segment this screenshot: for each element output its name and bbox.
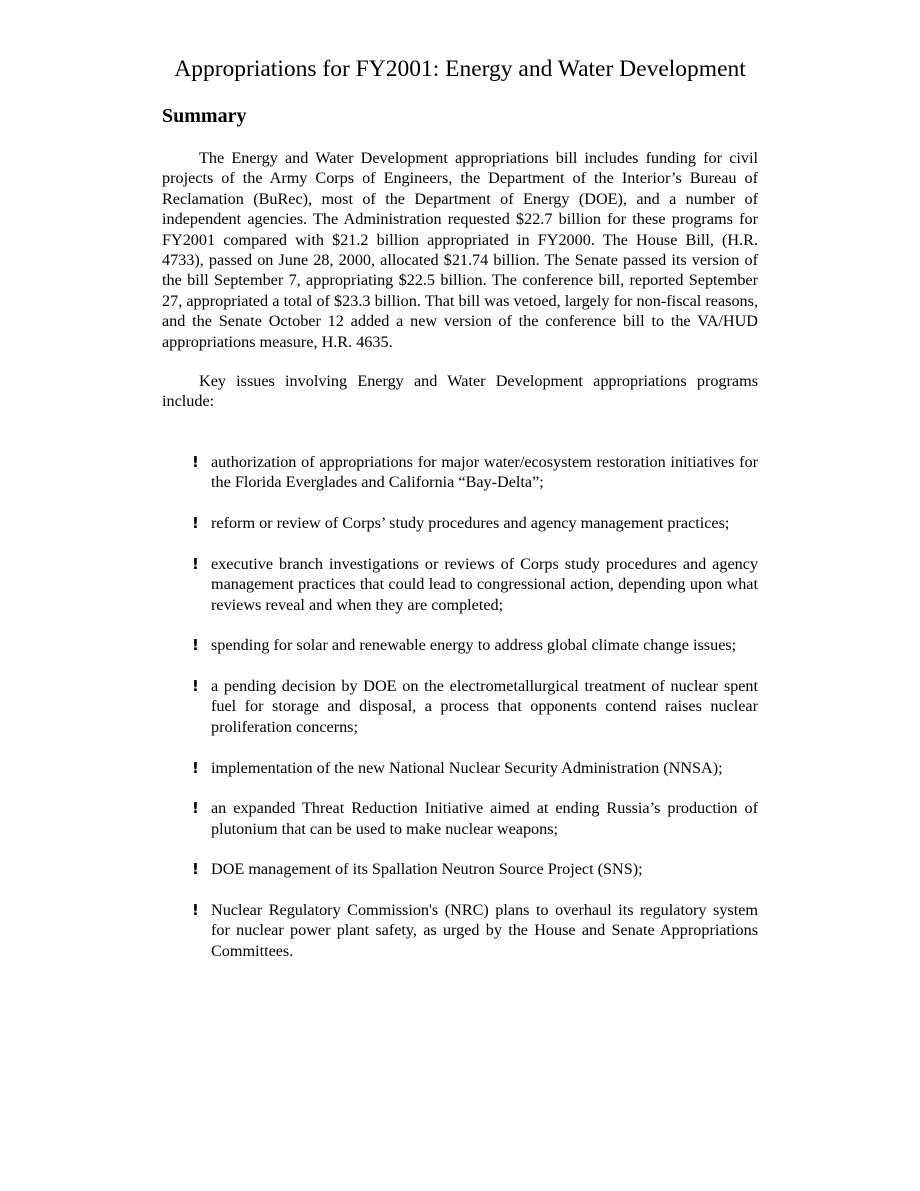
- exclamation-bullet-icon: !: [192, 799, 199, 818]
- list-item: [162, 676, 758, 737]
- exclamation-bullet-icon: !: [192, 636, 199, 655]
- summary-paragraph: The Energy and Water Development appropriations bill includes funding for civil projects of the Army Corps of Engineers, the Department of the Interior’s Bureau of Reclamation (BuRec), most of the Department of Energy (DOE), and a number of independent agencies. The Administration requested $22.7 billion for these programs for FY2001 compared with $21.2 billion appropriated in FY2000. The House Bill, (H.R. 4733), passed on June 28, 2000, allocated $21.74 billion. The Senate passed its version of the bill September 7, appropriating $22.5 billion. The conference bill, reported September 27, appropriated a total of $23.3 billion. That bill was vetoed, largely for non-fiscal reasons, and the Senate October 12 added a new version of the conference bill to the VA/HUD appropriations measure, H.R. 4635.: [162, 149, 758, 351]
- list-item: [162, 452, 758, 493]
- exclamation-bullet-icon: !: [192, 901, 199, 920]
- exclamation-bullet-icon: !: [192, 677, 199, 696]
- key-issues-list: [162, 452, 758, 982]
- key-issues-intro-paragraph: Key issues involving Energy and Water Development appropriations programs include:: [162, 372, 758, 411]
- list-item: [162, 900, 758, 961]
- list-item: [162, 513, 758, 533]
- list-item: [162, 859, 758, 879]
- list-item-text: an expanded Threat Reduction Initiative aimed at ending Russia’s production of plutonium that can be used to make nuclear weapons;: [211, 799, 758, 838]
- exclamation-bullet-icon: !: [192, 554, 199, 573]
- list-item-text: DOE management of its Spallation Neutron Source Project (SNS);: [211, 860, 643, 879]
- exclamation-bullet-icon: !: [192, 860, 199, 879]
- list-item-text: executive branch investigations or reviews of Corps study procedures and agency management practices that could lead to congressional action, depending upon what reviews reveal and when they are completed;: [211, 554, 758, 614]
- exclamation-bullet-icon: !: [192, 514, 199, 533]
- document-title: Appropriations for FY2001: Energy and Water Development: [174, 56, 746, 82]
- list-item-text: spending for solar and renewable energy to address global climate change issues;: [211, 636, 737, 655]
- list-item-text: reform or review of Corps’ study procedures and agency management practices;: [211, 514, 730, 533]
- list-item: [162, 758, 758, 778]
- list-item: [162, 635, 758, 655]
- list-item-text: authorization of appropriations for major water/ecosystem restoration initiatives for the Florida Everglades and California “Bay-Delta”;: [211, 453, 758, 492]
- list-item: [162, 798, 758, 839]
- list-item-text: Nuclear Regulatory Commission's (NRC) plans to overhaul its regulatory system for nuclear power plant safety, as urged by the House and Senate Appropriations Committees.: [211, 901, 758, 960]
- exclamation-bullet-icon: !: [192, 453, 199, 471]
- list-item: [162, 554, 758, 615]
- list-item-text: a pending decision by DOE on the electrometallurgical treatment of nuclear spent fuel for storage and disposal, a process that opponents contend raises nuclear proliferation concerns;: [211, 677, 758, 736]
- list-item-text: implementation of the new National Nuclear Security Administration (NNSA);: [211, 758, 723, 777]
- exclamation-bullet-icon: !: [192, 758, 199, 777]
- section-heading-summary: Summary: [162, 105, 247, 127]
